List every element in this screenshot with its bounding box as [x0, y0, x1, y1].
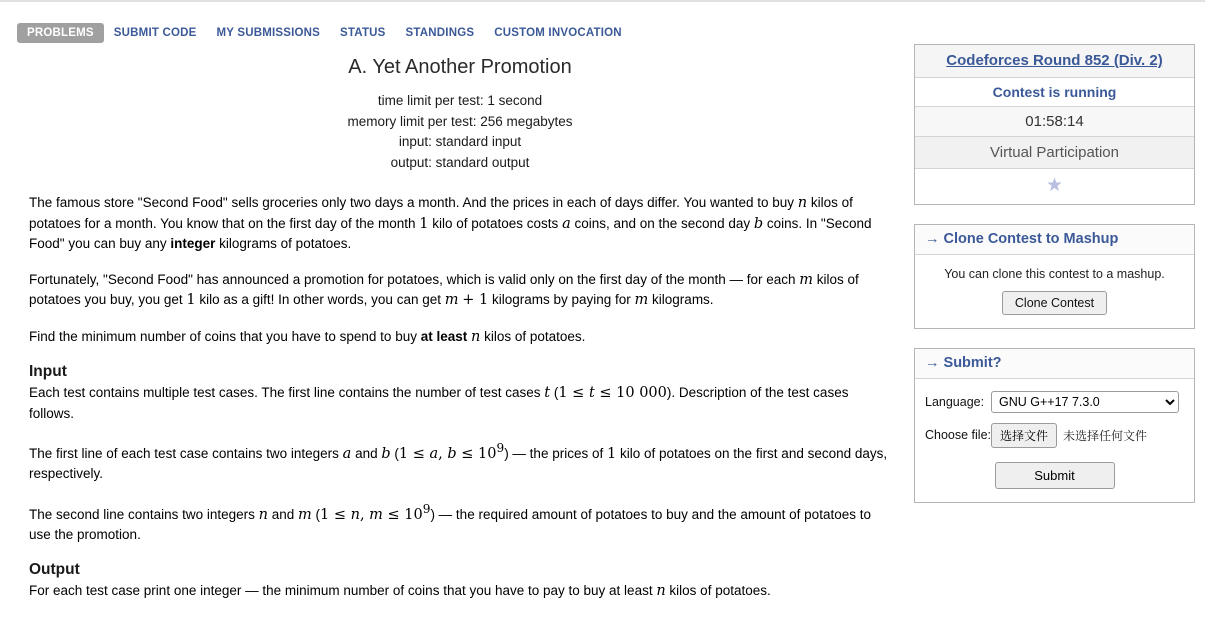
clone-contest-heading: → Clone Contest to Mashup [915, 225, 1194, 255]
virtual-participation-label[interactable]: Virtual Participation [915, 137, 1194, 169]
clone-contest-box [914, 224, 1195, 329]
input-paragraph-2: The first line of each test case contains two integers a and b (1 ≤ a, $b \le 10^9$) — the prices of 1 kilo of potatoes on the first and second days, respectively. [29, 441, 888, 482]
nav-item-custom-invocation[interactable]: CUSTOM INVOCATION [494, 27, 622, 39]
language-label: Language: [925, 394, 985, 409]
nav-item-standings[interactable]: STANDINGS [405, 27, 475, 39]
problem-paragraph-2: Fortunately, "Second Food" has announced a promotion for potatoes, which is valid only on the first day of the month — for each m kilos of potatoes you buy, you get 1 kilo as a gift! In other words, you can get m + 1 kilograms by paying for m kilograms. [29, 271, 859, 308]
submit-form [915, 379, 1194, 502]
star-icon[interactable]: ★ [1045, 175, 1064, 196]
choose-file-row [925, 423, 1184, 448]
output-section-heading: Output [29, 560, 80, 578]
output-paragraph-1: For each test case print one integer — the minimum number of coins that you have to pay to buy at least n kilos of potatoes. [29, 582, 771, 599]
language-select[interactable] [991, 391, 1179, 413]
submit-button-row [925, 458, 1184, 489]
clone-contest-body [915, 255, 1194, 328]
contest-countdown-timer: 01:58:14 [915, 107, 1194, 137]
language-row [925, 391, 1184, 413]
input-paragraph-1: Each test contains multiple test cases. The first line contains the number of test cases t (1 ≤ t ≤ 10 000). Description of the test cases follows. [29, 385, 849, 421]
time-limit: time limit per test: 1 second [377, 93, 543, 108]
problem-body [29, 193, 891, 601]
contest-nav [17, 23, 632, 43]
choose-file-button[interactable]: 选择文件 [991, 423, 1057, 448]
nav-item-submit-code[interactable]: SUBMIT CODE [113, 27, 197, 39]
input-paragraph-3: The second line contains two integers n and m (1 ≤ n, $m \le 10^9$) — the required amount of potatoes to buy and the amount of potatoes to use the promotion. [29, 501, 871, 543]
submit-box [914, 348, 1195, 503]
contest-box [914, 44, 1195, 205]
problem-limits [29, 91, 891, 173]
input-section-heading: Input [29, 363, 67, 380]
nav-item-status[interactable]: STATUS [340, 27, 386, 39]
problem-statement [29, 56, 891, 617]
top-navigation-bar [0, 0, 1205, 45]
memory-limit: memory limit per test: 256 megabytes [347, 113, 573, 129]
problem-title: A. Yet Another Promotion [348, 56, 572, 78]
sidebar [914, 44, 1195, 522]
input-spec: input: standard input [398, 134, 522, 149]
nav-item-problems[interactable]: PROBLEMS [17, 23, 104, 43]
contest-title-link[interactable]: Codeforces Round 852 (Div. 2) [915, 45, 1194, 78]
favorite-star-row [915, 169, 1194, 204]
output-spec: output: standard output [390, 154, 530, 170]
clone-contest-button[interactable]: Clone Contest [1002, 291, 1107, 315]
file-status-text: 未选择任何文件 [1063, 429, 1148, 443]
problem-paragraph-1: The famous store "Second Food" sells groceries only two days a month. And the prices in each of days differ. You wanted to buy n kilos of potatoes for a month. You know that on the first day of the month 1 kilo of potatoes costs a coins, and on the second day b coins. In "Second Food" you can buy any integer kilograms of potatoes. [29, 195, 872, 251]
choose-file-label: Choose file: [925, 428, 992, 442]
clone-contest-description: You can clone this contest to a mashup. [944, 267, 1165, 281]
submit-heading: → Submit? [915, 349, 1194, 379]
file-input[interactable] [991, 423, 1147, 448]
problem-paragraph-3: Find the minimum number of coins that you have to spend to buy at least n kilos of potatoes. [29, 328, 586, 345]
submit-button[interactable]: Submit [995, 462, 1115, 489]
nav-item-my-submissions[interactable]: MY SUBMISSIONS [216, 27, 321, 39]
contest-status: Contest is running [915, 78, 1194, 107]
